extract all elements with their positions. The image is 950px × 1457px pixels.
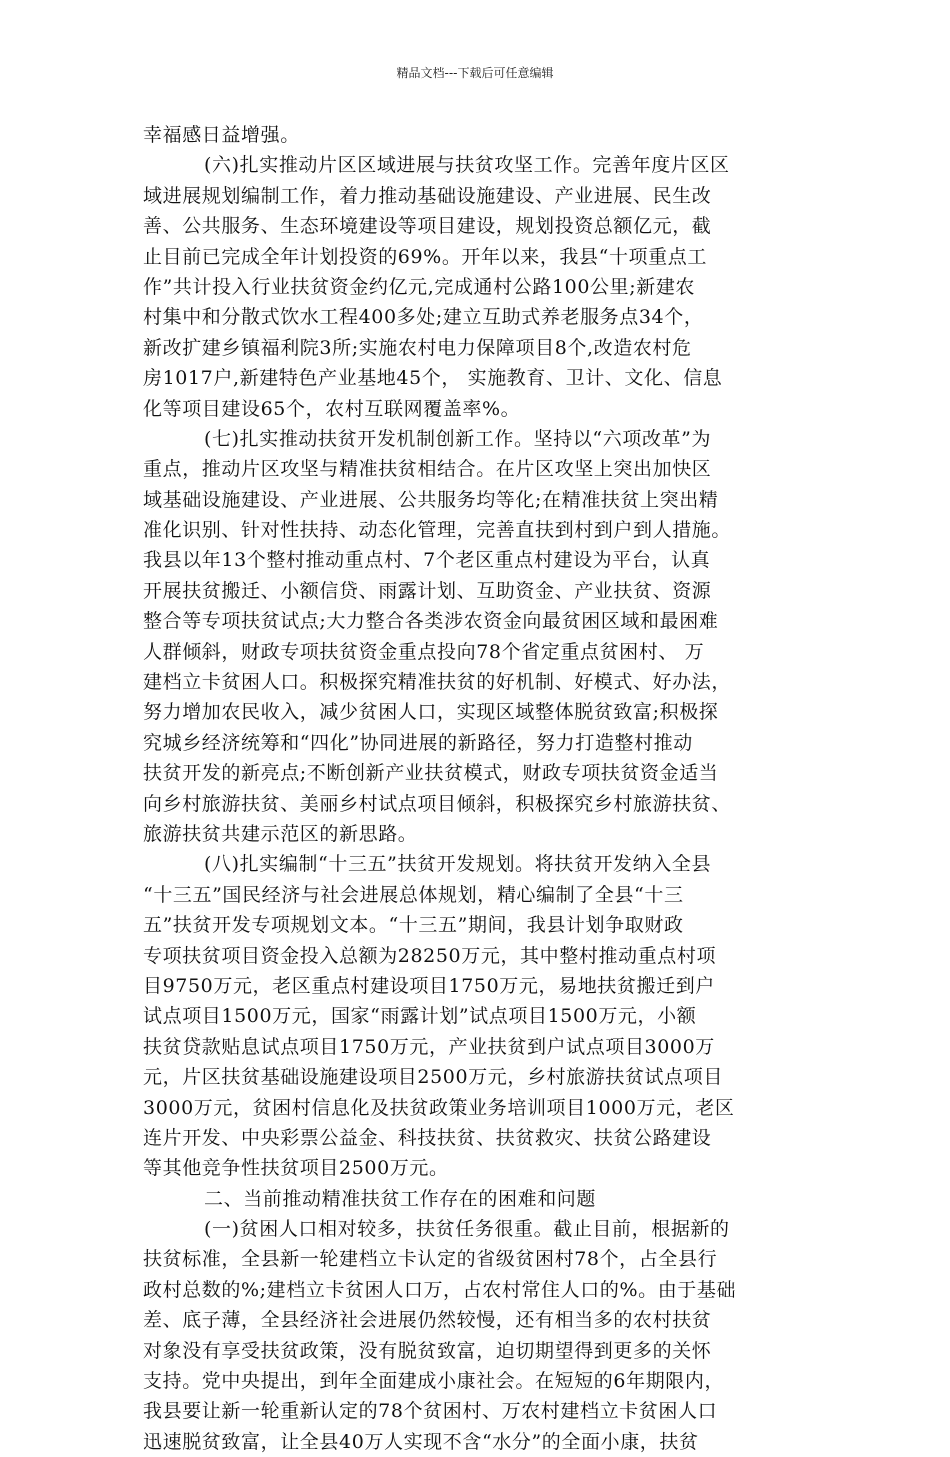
text-line: 旅游扶贫共建示范区的新思路。 — [143, 822, 418, 845]
text-line: 努力增加农民收入，减少贫困人口，实现区域整体脱贫致富;积极探 — [143, 701, 719, 724]
text-line: “十三五”国民经济与社会进展总体规划，精心编制了全县“十三 — [143, 883, 684, 906]
text-line: 试点项目1500万元，国家“雨露计划”试点项目1500万元，小额 — [143, 1005, 697, 1028]
text-line: 向乡村旅游扶贫、美丽乡村试点项目倾斜，积极探究乡村旅游扶贫、 — [143, 792, 732, 815]
text-line: 准化识别、针对性扶持、动态化管理，完善直扶到村到户到人措施。 — [143, 519, 732, 542]
text-line: 对象没有享受扶贫政策，没有脱贫致富，迫切期望得到更多的关怀 — [143, 1339, 712, 1362]
text-line: 重点，推动片区攻坚与精准扶贫相结合。在片区攻坚上突出加快区 — [143, 458, 712, 481]
text-line: 3000万元，贫困村信息化及扶贫政策业务培训项目1000万元，老区 — [143, 1096, 735, 1119]
text-line: 扶贫开发的新亮点;不断创新产业扶贫模式，财政专项扶贫资金适当 — [143, 762, 719, 785]
text-line: 化等项目建设65个，农村互联网覆盖率%。 — [143, 397, 521, 420]
text-line: 新改扩建乡镇福利院3所;实施农村电力保障项目8个,改造农村危 — [143, 336, 692, 359]
text-line: 我县以年13个整村推动重点村、7个老区重点村建设为平台，认真 — [143, 549, 711, 572]
text-line: 连片开发、中央彩票公益金、科技扶贫、扶贫救灾、扶贫公路建设 — [143, 1126, 712, 1149]
document-body — [143, 120, 833, 1457]
text-line: 域基础设施建设、产业进展、公共服务均等化;在精准扶贫上突出精 — [143, 488, 719, 511]
text-line: 扶贫标准，全县新一轮建档立卡认定的省级贫困村78个，占全县行 — [143, 1248, 718, 1271]
text-line: 域进展规划编制工作，着力推动基础设施建设、产业进展、民生改 — [143, 184, 712, 207]
text-line: 目9750万元，老区重点村建设项目1750万元，易地扶贫搬迁到户 — [143, 974, 715, 997]
text-line: 二、当前推动精准扶贫工作存在的困难和问题 — [204, 1187, 597, 1210]
text-line: 政村总数的%;建档立卡贫困人口万，占农村常住人口的%。由于基础 — [143, 1278, 737, 1301]
text-line: 村集中和分散式饮水工程400多处;建立互助式养老服务点34个， — [143, 306, 704, 329]
text-line: 善、公共服务、生态环境建设等项目建设，规划投资总额亿元，截 — [143, 215, 712, 238]
text-line: (一)贫困人口相对较多，扶贫任务很重。截止目前，根据新的 — [204, 1218, 730, 1241]
text-line: 扶贫贷款贴息试点项目1750万元，产业扶贫到户试点项目3000万 — [143, 1035, 715, 1058]
page-header: 精品文档---下载后可任意编辑 — [396, 66, 554, 80]
text-line: 差、底子薄，全县经济社会进展仍然较慢，还有相当多的农村扶贫 — [143, 1309, 712, 1332]
text-line: 我县要让新一轮重新认定的78个贫困村、万农村建档立卡贫困人口 — [143, 1400, 718, 1423]
text-line: 元，片区扶贫基础设施建设项目2500万元，乡村旅游扶贫试点项目 — [143, 1066, 723, 1089]
text-line: 开展扶贫搬迁、小额信贷、雨露计划、互助资金、产业扶贫、资源 — [143, 579, 712, 602]
text-line: 迅速脱贫致富，让全县40万人实现不含“水分”的全面小康，扶贫 — [143, 1430, 699, 1453]
text-line: (六)扎实推动片区区域进展与扶贫攻坚工作。完善年度片区区 — [204, 154, 730, 177]
text-line: 整合等专项扶贫试点;大力整合各类涉农资金向最贫困区域和最困难 — [143, 610, 719, 633]
text-line: 幸福感日益增强。 — [143, 124, 300, 146]
text-line: 专项扶贫项目资金投入总额为28250万元，其中整村推动重点村项 — [143, 944, 717, 967]
text-line: 究城乡经济统筹和“四化”协同进展的新路径，努力打造整村推动 — [143, 731, 693, 754]
text-line: 人群倾斜，财政专项扶贫资金重点投向78个省定重点贫困村、 万 — [143, 640, 705, 663]
text-line: 建档立卡贫困人口。积极探究精准扶贫的好机制、好模式、好办法， — [143, 671, 732, 694]
text-line: 止目前已完成全年计划投资的69%。开年以来，我县“十项重点工 — [143, 245, 707, 268]
text-line: 作”共计投入行业扶贫资金约亿元,完成通村公路100公里;新建农 — [143, 275, 696, 298]
text-line: 等其他竞争性扶贫项目2500万元。 — [143, 1157, 449, 1180]
text-line: 房1017户,新建特色产业基地45个， 实施教育、卫计、文化、信息 — [143, 367, 723, 390]
text-line: 支持。党中央提出，到年全面建成小康社会。在短短的6年期限内， — [143, 1370, 725, 1393]
text-line: (八)扎实编制“十三五”扶贫开发规划。将扶贫开发纳入全县 — [204, 853, 712, 876]
text-line: (七)扎实推动扶贫开发机制创新工作。坚持以“六项改革”为 — [204, 427, 712, 450]
text-line: 五”扶贫开发专项规划文本。“十三五”期间，我县计划争取财政 — [143, 914, 684, 937]
